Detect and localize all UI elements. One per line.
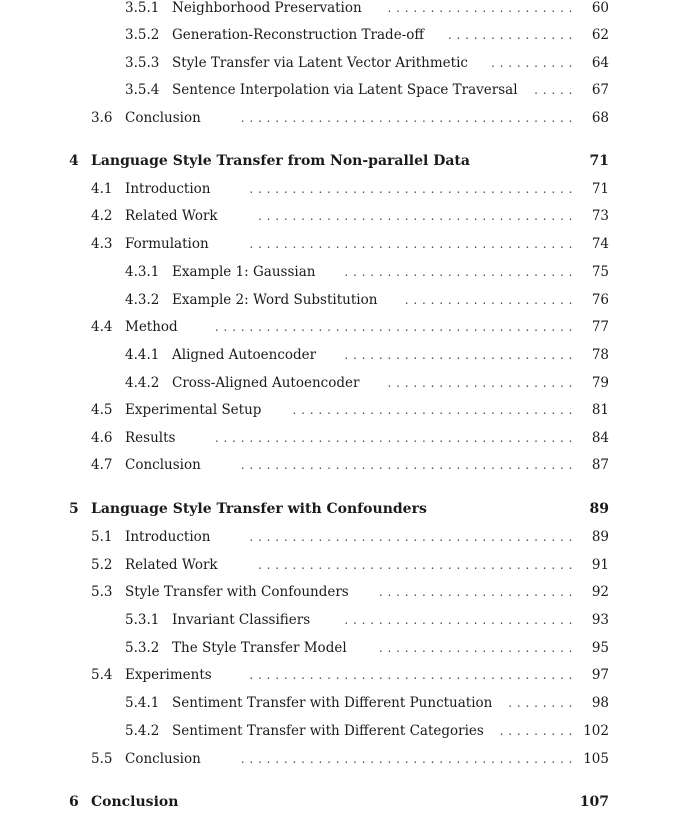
toc-entry[interactable] [0, 0, 682, 19]
toc-entry-number: 4.1 [91, 181, 113, 197]
toc-entry-title: Conclusion [125, 110, 201, 126]
toc-dot-leader: . . . . . . . . . . . . . . . . . . . . . . . . . . . [344, 265, 573, 279]
toc-entry-page-number: 87 [591, 457, 609, 473]
toc-entry-title: Example 2: Word Substitution [172, 292, 378, 308]
toc-entry-title: Style Transfer with Confounders [125, 584, 349, 600]
toc-entry-number: 5.4.1 [125, 695, 160, 711]
toc-entry[interactable] [0, 205, 682, 227]
toc-entry-number: 4.5 [91, 402, 113, 418]
toc-entry-title: Conclusion [125, 457, 201, 473]
toc-entry-page-number: 93 [591, 612, 609, 628]
toc-entry-page-number: 95 [591, 640, 609, 656]
toc-entry[interactable] [0, 720, 682, 742]
toc-entry-number: 3.5.3 [125, 55, 160, 71]
toc-dot-leader: . . . . . . . . . . . . . . . . . . . . [404, 293, 573, 307]
toc-entry-page-number: 68 [591, 110, 609, 126]
toc-entry-page-number: 91 [591, 557, 609, 573]
toc-entry-number: 4.4.1 [125, 347, 160, 363]
toc-entry-page-number: 67 [591, 82, 609, 98]
toc-entry-title: Introduction [125, 181, 211, 197]
toc-entry-title: Formulation [125, 236, 209, 252]
toc-dot-leader: . . . . . . . . . . . . . . . . . . . . . . [387, 1, 573, 15]
toc-entry-number: 5.4.2 [125, 723, 160, 739]
toc-entry[interactable] [0, 289, 682, 311]
toc-entry-title: Conclusion [125, 751, 201, 767]
toc-entry-page-number: 81 [591, 402, 609, 418]
toc-entry-title: Cross-Aligned Autoencoder [172, 375, 360, 391]
toc-dot-leader: . . . . . . . . . . . . . . . . . . . . . . . . . . . . . . . . . . . . . [258, 558, 573, 572]
toc-entry-page-number: 102 [583, 723, 609, 739]
toc-dot-leader: . . . . . . . . . . . . . . . . . . . . . . . . . . . . . . . . . . . . . . . [240, 111, 573, 125]
toc-entry-number: 4.3.2 [125, 292, 160, 308]
toc-entry[interactable] [0, 233, 682, 255]
toc-dot-leader: . . . . . . . . . . . . . . . . . . . . . . . . . . . . . . . . . . . . . . [249, 182, 573, 196]
toc-dot-leader: . . . . . . . . . . . . . . . . . . . . . . . . . . . . . . . . . . . . . . . [240, 458, 573, 472]
toc-entry-number: 4.7 [91, 457, 113, 473]
toc-entry-number: 5.1 [91, 529, 113, 545]
toc-entry-number: 4.6 [91, 430, 113, 446]
toc-entry[interactable] [0, 107, 682, 129]
toc-entry-number: 3.5.4 [125, 82, 160, 98]
toc-dot-leader: . . . . . . . . . [499, 724, 573, 738]
toc-dot-leader: . . . . . . . . . . . . . . . . . . . . . . . . . . . . . . . . . . . . . . [249, 237, 573, 251]
toc-entry-number: 5.3 [91, 584, 113, 600]
toc-dot-leader: . . . . . . . . . . . . . . . . . . . . . . . . . . . . . . . . . . . . . . [249, 668, 573, 682]
toc-entry-title: Related Work [125, 208, 218, 224]
toc-entry[interactable] [0, 399, 682, 421]
toc-entry-title: Neighborhood Preservation [172, 0, 362, 16]
toc-entry-title: Introduction [125, 529, 211, 545]
toc-entry[interactable] [0, 526, 682, 548]
toc-entry-number: 6 [69, 794, 79, 810]
toc-chapter-entry[interactable] [0, 150, 682, 172]
toc-entry-title: Invariant Classifiers [172, 612, 311, 628]
toc-entry-page-number: 76 [591, 292, 609, 308]
toc-entry-number: 4 [69, 153, 79, 169]
toc-entry[interactable] [0, 344, 682, 366]
toc-entry-page-number: 62 [591, 27, 609, 43]
toc-entry-title: Sentiment Transfer with Different Categories [172, 723, 484, 739]
toc-entry-title: The Style Transfer Model [172, 640, 347, 656]
toc-entry-number: 5.5 [91, 751, 113, 767]
toc-entry-page-number: 77 [591, 319, 609, 335]
toc-entry-title: Related Work [125, 557, 218, 573]
toc-entry[interactable] [0, 454, 682, 476]
toc-entry-number: 4.4 [91, 319, 113, 335]
toc-entry-title: Generation-Reconstruction Trade-off [172, 27, 424, 43]
toc-dot-leader: . . . . . . . . . . . . . . . . . . . . . . . . . . . [344, 613, 573, 627]
toc-entry-title: Conclusion [91, 794, 179, 810]
toc-entry-page-number: 71 [589, 153, 609, 169]
toc-entry[interactable] [0, 748, 682, 770]
toc-entry-title: Sentence Interpolation via Latent Space Traversal [172, 82, 518, 98]
toc-entry-number: 3.5.2 [125, 27, 160, 43]
toc-dot-leader: . . . . . . . . . . . . . . . [447, 28, 573, 42]
toc-entry-number: 3.6 [91, 110, 113, 126]
toc-dot-leader: . . . . . . . . . . . . . . . . . . . . . . . . . . . [344, 348, 573, 362]
toc-chapter-entry[interactable] [0, 791, 682, 813]
toc-entry-title: Method [125, 319, 178, 335]
toc-entry[interactable] [0, 581, 682, 603]
toc-entry-number: 5.4 [91, 667, 113, 683]
toc-dot-leader: . . . . . . . . . . . . . . . . . . . . . . . [378, 585, 573, 599]
toc-entry-number: 5.3.2 [125, 640, 160, 656]
toc-entry-page-number: 105 [583, 751, 609, 767]
toc-entry[interactable] [0, 261, 682, 283]
toc-entry-number: 4.3.1 [125, 264, 160, 280]
toc-entry-page-number: 71 [591, 181, 609, 197]
toc-entry-title: Aligned Autoencoder [172, 347, 317, 363]
toc-entry-page-number: 78 [591, 347, 609, 363]
toc-entry-page-number: 92 [591, 584, 609, 600]
toc-entry-page-number: 60 [591, 0, 609, 16]
toc-chapter-entry[interactable] [0, 498, 682, 520]
toc-entry[interactable] [0, 79, 682, 101]
toc-entry-page-number: 107 [579, 794, 609, 810]
toc-dot-leader: . . . . . . . . . . . . . . . . . . . . . . . . . . . . . . . . . . . . . . . . . . [214, 431, 573, 445]
toc-entry[interactable] [0, 178, 682, 200]
toc-entry-page-number: 97 [591, 667, 609, 683]
toc-dot-leader: . . . . . . . . . . . . . . . . . . . . . . . . . . . . . . . . . . . . . . [249, 530, 573, 544]
toc-entry-number: 3.5.1 [125, 0, 160, 16]
toc-dot-leader: . . . . . . . . . . . . . . . . . . . . . . . . . . . . . . . . . [292, 403, 573, 417]
toc-entry[interactable] [0, 609, 682, 631]
toc-entry[interactable] [0, 372, 682, 394]
toc-dot-leader: . . . . . . . . . . . . . . . . . . . . . . [387, 376, 573, 390]
toc-entry[interactable] [0, 664, 682, 686]
toc-entry-title: Example 1: Gaussian [172, 264, 316, 280]
toc-entry-page-number: 74 [591, 236, 609, 252]
toc-entry-title: Sentiment Transfer with Different Punctuation [172, 695, 493, 711]
toc-entry-title: Experimental Setup [125, 402, 262, 418]
toc-entry[interactable] [0, 554, 682, 576]
toc-entry-number: 4.2 [91, 208, 113, 224]
toc-entry[interactable] [0, 52, 682, 74]
toc-entry-page-number: 84 [591, 430, 609, 446]
toc-entry-number: 5.2 [91, 557, 113, 573]
toc-dot-leader: . . . . . . . . . . . . . . . . . . . . . . . [378, 641, 573, 655]
toc-dot-leader: . . . . . . . . . . [491, 56, 573, 70]
toc-entry-page-number: 98 [591, 695, 609, 711]
toc-entry-title: Style Transfer via Latent Vector Arithmetic [172, 55, 468, 71]
toc-entry[interactable] [0, 24, 682, 46]
toc-entry-title: Results [125, 430, 176, 446]
toc-entry-title: Experiments [125, 667, 212, 683]
toc-dot-leader: . . . . . [534, 83, 573, 97]
toc-dot-leader: . . . . . . . . . . . . . . . . . . . . . . . . . . . . . . . . . . . . . [258, 209, 573, 223]
toc-entry-page-number: 89 [589, 501, 609, 517]
toc-entry[interactable] [0, 427, 682, 449]
toc-entry-number: 5 [69, 501, 79, 517]
toc-entry[interactable] [0, 637, 682, 659]
toc-dot-leader: . . . . . . . . . . . . . . . . . . . . . . . . . . . . . . . . . . . . . . . [240, 752, 573, 766]
toc-entry[interactable] [0, 316, 682, 338]
toc-dot-leader: . . . . . . . . [508, 696, 573, 710]
toc-entry-page-number: 64 [591, 55, 609, 71]
toc-entry-page-number: 73 [591, 208, 609, 224]
toc-dot-leader: . . . . . . . . . . . . . . . . . . . . . . . . . . . . . . . . . . . . . . . . . . [214, 320, 573, 334]
toc-entry[interactable] [0, 692, 682, 714]
toc-entry-page-number: 75 [591, 264, 609, 280]
toc-entry-number: 5.3.1 [125, 612, 160, 628]
toc-entry-title: Language Style Transfer with Confounders [91, 501, 427, 517]
toc-entry-number: 4.4.2 [125, 375, 160, 391]
toc-entry-page-number: 89 [591, 529, 609, 545]
toc-entry-title: Language Style Transfer from Non-parallel Data [91, 153, 470, 169]
toc-entry-page-number: 79 [591, 375, 609, 391]
toc-entry-number: 4.3 [91, 236, 113, 252]
